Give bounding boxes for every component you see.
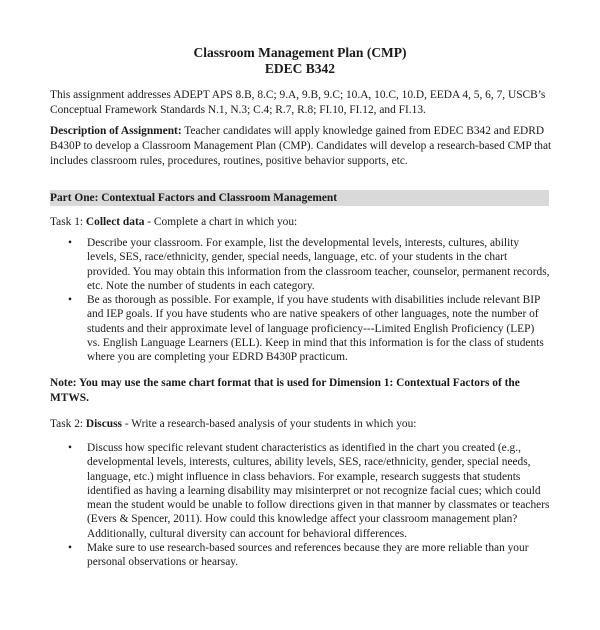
- list-item: [50, 541, 550, 570]
- task1-bullet-text: Describe your classroom. For example, list the developmental levels, interests, cultures, ability levels, SES, race/ethnicity, gender, special needs, language, etc. of your students in the chart provided. You may obtain this information from the classroom teacher, counselor, permanent records, etc. Note the number of students in each category.: [87, 237, 550, 292]
- task1-line: [50, 215, 555, 230]
- course-code: EDEC B342: [264, 61, 336, 76]
- task1-bullet-list: [50, 236, 550, 365]
- task1-label: Collect data: [85, 216, 145, 228]
- task2-bullet-text: Make sure to use research-based sources and references because they are more reliable than your personal observations or hearsay.: [87, 542, 529, 569]
- note-paragraph: Note: You may use the same chart format that is used for Dimension 1: Contextual Factors of the MTWS.: [50, 377, 520, 404]
- bullet-icon: •: [68, 442, 72, 454]
- list-item: [50, 293, 550, 364]
- task1-text: - Complete a chart in which you:: [144, 216, 298, 228]
- part-one-heading: Part One: Contextual Factors and Classroom Management: [50, 190, 549, 206]
- bullet-icon: •: [68, 294, 72, 307]
- task2-text: - Write a research-based analysis of your students in which you:: [122, 418, 417, 430]
- task2-bullet-list: [50, 441, 550, 570]
- bullet-icon: •: [68, 237, 72, 249]
- task2-prefix: Task 2:: [50, 418, 86, 430]
- description-text: Teacher candidates will apply knowledge gained from EDEC B342 and EDRD B430P to develop a Classroom Management Plan (CMP). Candidates will develop a research-based CMP that includes classroom rules, procedures, routines, positive behavior supports, etc.: [50, 125, 552, 167]
- intro-paragraph: This assignment addresses ADEPT APS 8.B, 8.C; 9.A, 9.B, 9.C; 10.A, 10.C, 10.D, EEDA 4, 5, 6, 7, USCB’s Conceptual Framework Standards N.1, N.3; C.4; R.7, R.8; FI.10, FI.12, and FI.13.: [50, 89, 546, 116]
- task1-prefix: Task 1:: [50, 216, 86, 228]
- document-title: Classroom Management Plan (CMP): [193, 45, 407, 60]
- list-item: [50, 441, 550, 541]
- description-label: Description of Assignment:: [50, 125, 182, 137]
- description-paragraph: [50, 124, 555, 168]
- task2-line: [50, 417, 555, 432]
- task2-label: Discuss: [85, 418, 122, 430]
- task1-bullet-text: Be as thorough as possible. For example, if you have students with disabilities include relevant BIP and IEP goals. If you have students who are native speakers of other languages, note the number of students and their approximate level of language proficiency---Limited English Proficiency (LEP) vs. English Language Learners (ELL). Keep in mind that this information is for the class of students where you are completing your EDRD B430P practicum.: [87, 294, 544, 364]
- bullet-icon: •: [68, 542, 72, 555]
- list-item: [50, 236, 550, 293]
- task2-bullet-text: Discuss how specific relevant student characteristics as identified in the chart you created (e.g., developmental levels, interests, cultures, ability levels, SES, race/ethnicity, gender, special needs, language, etc.) might influence in class behaviors. For example, research suggests that students identified as having a learning disability may misinterpret or not recognize facial cues; which could mean the student would be unable to follow directions given in that manner by classmates or teachers (Evers & Spencer, 2011). How could this knowledge affect your classroom management plan? Additionally, cultural diversity can account for behavioral differences.: [87, 442, 550, 540]
